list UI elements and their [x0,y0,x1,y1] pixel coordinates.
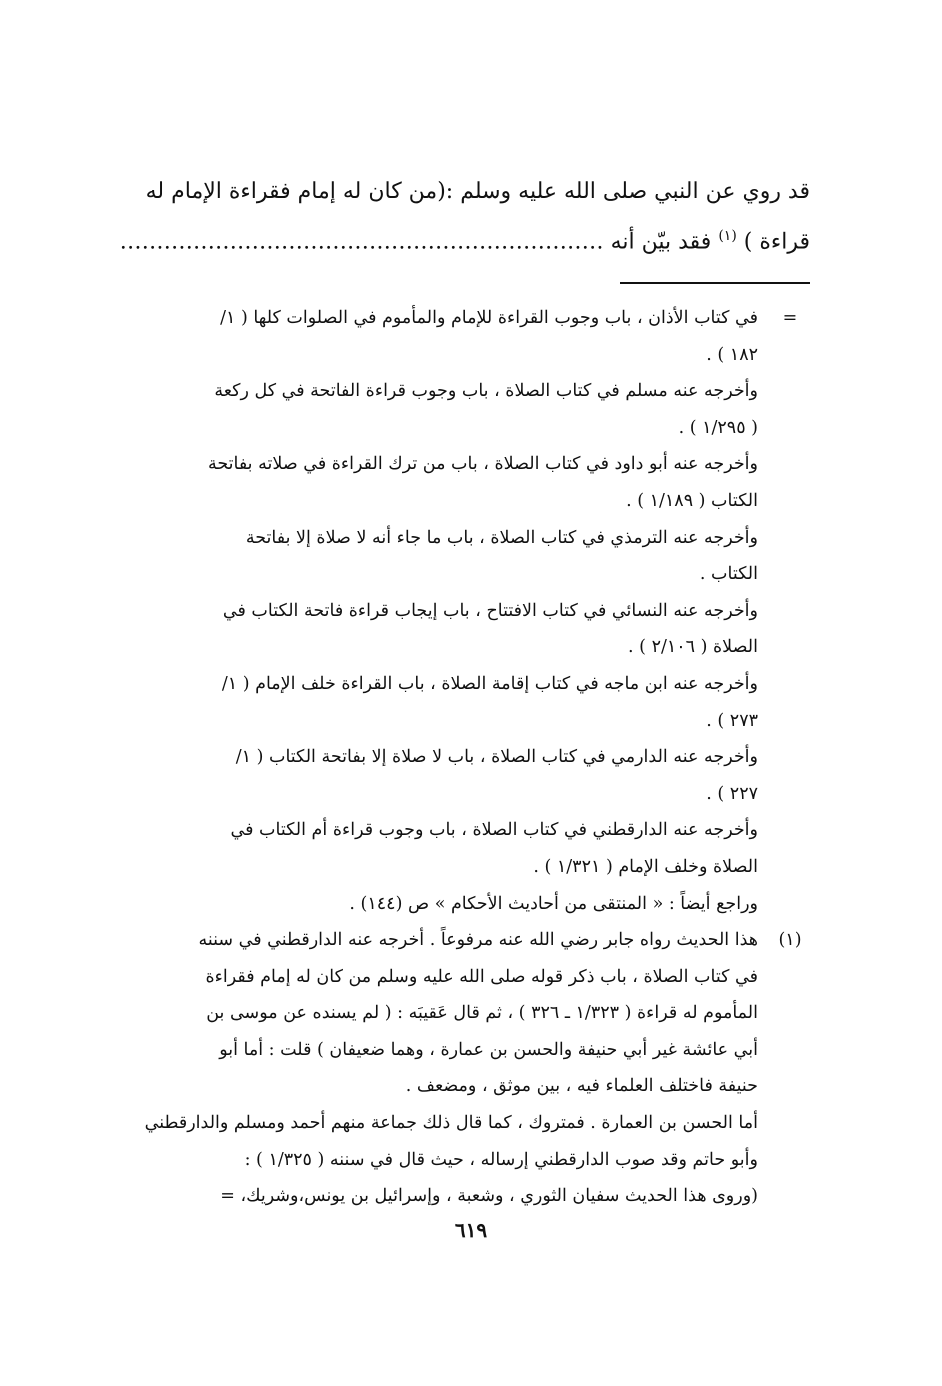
main-text-fragment: قراءة ) [736,229,810,255]
footnote-line: ( ١/٢٩٥ ) . [678,417,758,438]
footnote-separator [620,282,810,284]
page-number: ٦١٩ [454,1218,488,1242]
main-text-block [119,170,810,264]
footnote-line: حنيفة فاختلف العلماء فيه ، بين موثق ، ومضعف . [405,1076,758,1097]
footnote-line: وأخرجه عنه مسلم في كتاب الصلاة ، باب وجوب قراءة الفاتحة في كل ركعة [214,381,758,402]
footnote-line: وأخرجه عنه النسائي في كتاب الافتتاح ، باب إيجاب قراءة فاتحة الكتاب في [222,600,758,621]
footnote-line: الكتاب ( ١/١٨٩ ) . [626,490,758,511]
footnote-line: هذا الحديث رواه جابر رضي الله عنه مرفوعاً . أخرجه عنه الدارقطني في سننه [198,930,758,951]
footnote-1 [144,922,810,1215]
footnotes-block [144,300,810,1215]
footnote-line: (وروى هذا الحديث سفيان الثوري ، وشعبة ، وإسرائيل بن يونس،وشريك، = [220,1186,758,1207]
footnote-line: وأخرجه عنه الدارقطني في كتاب الصلاة ، باب وجوب قراءة أم الكتاب في [230,820,758,841]
main-text-line: قد روي عن النبي صلى الله عليه وسلم :(من كان له إمام فقراءة الإمام له [145,179,810,204]
footnote-line: أما الحسن بن العمارة . فمتروك ، كما قال ذلك جماعة منهم أحمد ومسلم والدارقطني [144,1113,758,1134]
footnote-line: الكتاب . [699,564,758,585]
footnote-line: ٢٢٧ ) . [706,783,758,804]
footnote-reference: (١) [718,228,737,244]
footnote-line: ٢٧٣ ) . [706,710,758,731]
footnote-number: (١) [778,930,802,951]
footnote-line: في كتاب الصلاة ، باب ذكر قوله صلى الله عليه وسلم من كان له إمام فقراءة [205,966,758,987]
continuation-marker: = [782,308,798,328]
dotted-leader: ………………………………………………………… [119,229,604,255]
footnote-line: أبي عائشة غير أبي حنيفة والحسن بن عمارة ، وهما ضعيفان ) قلت : أما أبو [219,1039,758,1060]
main-text-line [119,214,810,264]
footnote-line: وأخرجه عنه ابن ماجه في كتاب إقامة الصلاة ، باب القراءة خلف الإمام ( ١/ [221,673,758,694]
footnote-continuation [160,300,810,922]
footnote-line: وراجع أيضاً : « المنتقى من أحاديث الأحكام » ص (١٤٤) . [349,893,758,914]
footnote-line: ١٨٢ ) . [706,344,758,365]
main-text-fragment: فقد بيّن أنه [610,229,719,255]
footnote-line: الصلاة ( ٢/١٠٦ ) . [628,637,758,658]
footnote-line: وأخرجه عنه أبو داود في كتاب الصلاة ، باب من ترك القراءة في صلاته بفاتحة [207,454,758,475]
footnote-line: المأموم له قراءة ( ١/٣٢٣ ـ ٣٢٦ ) ، ثم قال عَقيبَه : ( لم يسنده عن موسى بن [206,1003,758,1024]
footnote-line: وأخرجه عنه الدارمي في كتاب الصلاة ، باب لا صلاة إلا بفاتحة الكتاب ( ١/ [235,747,758,768]
footnote-line: في كتاب الأذان ، باب وجوب القراءة للإمام والمأموم في الصلوات كلها ( ١/ [220,308,758,328]
footnote-line: وأخرجه عنه الترمذي في كتاب الصلاة ، باب ما جاء أنه لا صلاة إلا بفاتحة [245,527,758,548]
footnote-line: الصلاة وخلف الإمام ( ١/٣٢١ ) . [533,856,758,877]
footnote-line: وأبو حاتم وقد صوب الدارقطني إرساله ، حيث قال في سننه ( ١/٣٢٥ ) : [244,1149,758,1170]
